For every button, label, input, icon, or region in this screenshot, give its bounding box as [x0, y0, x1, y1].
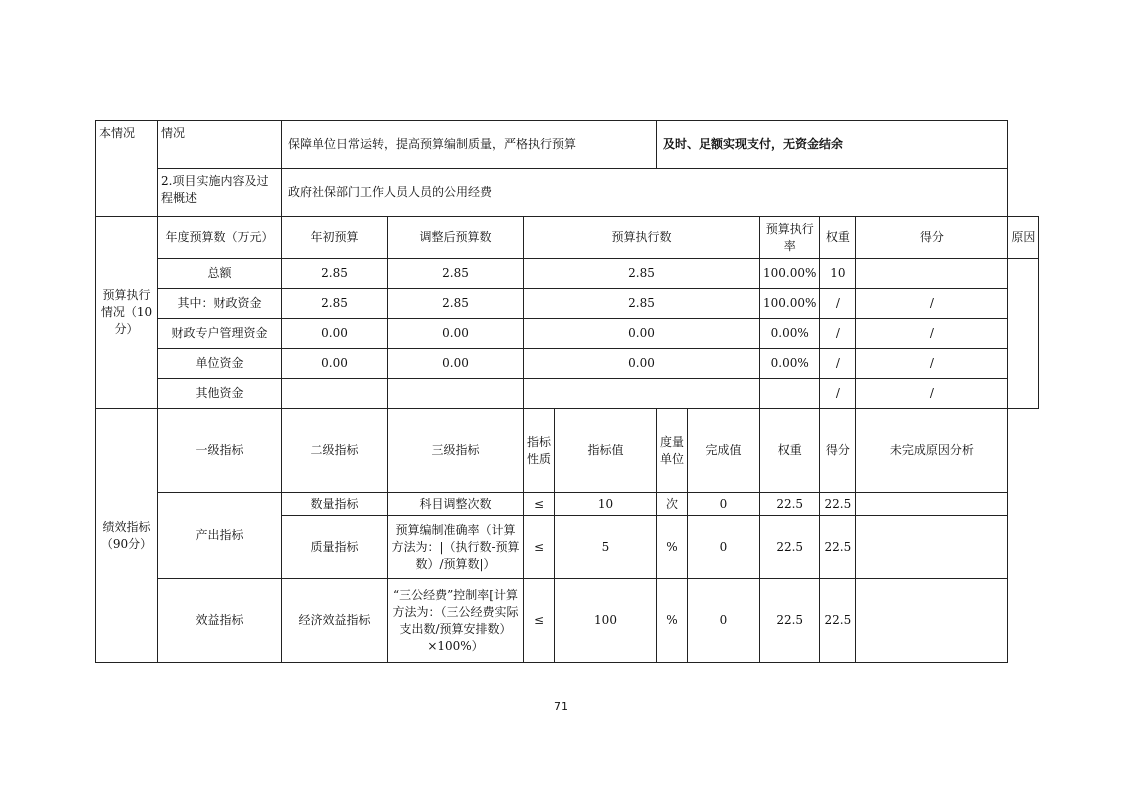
budget-row-executed: 2.85 — [524, 289, 760, 319]
perf-row-reason — [856, 516, 1008, 579]
budget-row-initial: 0.00 — [282, 319, 388, 349]
budget-row-initial: 0.00 — [282, 349, 388, 379]
budget-row-rate: 100.00% — [760, 259, 820, 289]
budget-row — [96, 319, 1039, 349]
performance-section-label: 绩效指标（90分） — [96, 409, 158, 663]
budget-row-weight: / — [820, 349, 856, 379]
budget-reason-cell — [1008, 259, 1039, 409]
perf-header-nature: 指标性质 — [524, 409, 555, 493]
perf-header-level1: 一级指标 — [158, 409, 282, 493]
budget-row — [96, 349, 1039, 379]
budget-row-executed: 0.00 — [524, 319, 760, 349]
budget-header-rate: 预算执行率 — [760, 217, 820, 259]
budget-row-name: 其他资金 — [158, 379, 282, 409]
perf-header-weight: 权重 — [760, 409, 820, 493]
perf-header-actual: 完成值 — [688, 409, 760, 493]
budget-row-name: 其中：财政资金 — [158, 289, 282, 319]
budget-row-executed: 0.00 — [524, 349, 760, 379]
basic-info-goal: 保障单位日常运转，提高预算编制质量，严格执行预算 — [282, 121, 657, 169]
budget-row-name: 单位资金 — [158, 349, 282, 379]
budget-row-adjusted: 0.00 — [388, 349, 524, 379]
perf-row-actual: 0 — [688, 493, 760, 516]
perf-header-level2: 二级指标 — [282, 409, 388, 493]
perf-row-score: 22.5 — [820, 579, 856, 663]
budget-row-adjusted: 2.85 — [388, 289, 524, 319]
page-number: 71 — [554, 700, 568, 713]
basic-info-section-label: 本情况 — [96, 121, 158, 217]
budget-header-initial: 年初预算 — [282, 217, 388, 259]
perf-row-score: 22.5 — [820, 493, 856, 516]
budget-row-score: / — [856, 349, 1008, 379]
budget-row-weight: / — [820, 289, 856, 319]
perf-output-label: 产出指标 — [158, 493, 282, 579]
budget-header-annual: 年度预算数（万元） — [158, 217, 282, 259]
budget-row-initial: 2.85 — [282, 259, 388, 289]
perf-row-target: 10 — [555, 493, 657, 516]
budget-header-score: 得分 — [856, 217, 1008, 259]
budget-section-label: 预算执行情况（10分） — [96, 217, 158, 409]
perf-header-level3: 三级指标 — [388, 409, 524, 493]
perf-row-unit: % — [657, 516, 688, 579]
basic-info-row1-label: 情况 — [158, 121, 282, 169]
perf-row-weight: 22.5 — [760, 579, 820, 663]
perf-row-reason — [856, 579, 1008, 663]
budget-row-name: 财政专户管理资金 — [158, 319, 282, 349]
budget-row — [96, 259, 1039, 289]
budget-row-rate: 0.00% — [760, 319, 820, 349]
budget-row-score: / — [856, 289, 1008, 319]
perf-row-unit: % — [657, 579, 688, 663]
budget-header-weight: 权重 — [820, 217, 856, 259]
perf-row — [96, 579, 1039, 663]
perf-row-level3: 预算编制准确率（计算方法为：|（执行数-预算数）/预算数|） — [388, 516, 524, 579]
perf-row-level3: “三公经费”控制率[计算方法为：（三公经费实际支出数/预算安排数）×100%） — [388, 579, 524, 663]
budget-row-score — [856, 259, 1008, 289]
budget-row-adjusted — [388, 379, 524, 409]
perf-row-unit: 次 — [657, 493, 688, 516]
perf-row-reason — [856, 493, 1008, 516]
budget-row — [96, 379, 1039, 409]
basic-info-result: 及时、足额实现支付，无资金结余 — [657, 121, 1008, 169]
basic-info-row2-label: 2.项目实施内容及过程概述 — [158, 169, 282, 217]
budget-row-initial — [282, 379, 388, 409]
perf-row-level2: 数量指标 — [282, 493, 388, 516]
perf-header-unit: 度量单位 — [657, 409, 688, 493]
basic-info-content: 政府社保部门工作人员人员的公用经费 — [282, 169, 1008, 217]
budget-row-name: 总额 — [158, 259, 282, 289]
perf-header-score: 得分 — [820, 409, 856, 493]
perf-row-score: 22.5 — [820, 516, 856, 579]
budget-row-rate: 100.00% — [760, 289, 820, 319]
budget-row-executed — [524, 379, 760, 409]
perf-row-nature: ≤ — [524, 493, 555, 516]
perf-row-level2: 经济效益指标 — [282, 579, 388, 663]
perf-benefit-label: 效益指标 — [158, 579, 282, 663]
budget-row-score: / — [856, 379, 1008, 409]
budget-header-reason: 原因 — [1008, 217, 1039, 259]
budget-row-rate — [760, 379, 820, 409]
perf-row-weight: 22.5 — [760, 516, 820, 579]
perf-row-weight: 22.5 — [760, 493, 820, 516]
perf-row-target: 5 — [555, 516, 657, 579]
performance-evaluation-table — [95, 120, 1039, 663]
budget-row-weight: / — [820, 319, 856, 349]
budget-row-initial: 2.85 — [282, 289, 388, 319]
perf-row-actual: 0 — [688, 579, 760, 663]
perf-row-target: 100 — [555, 579, 657, 663]
budget-header-adjusted: 调整后预算数 — [388, 217, 524, 259]
perf-row-level3: 科目调整次数 — [388, 493, 524, 516]
budget-row-adjusted: 0.00 — [388, 319, 524, 349]
perf-row-nature: ≤ — [524, 579, 555, 663]
budget-row-executed: 2.85 — [524, 259, 760, 289]
perf-row-actual: 0 — [688, 516, 760, 579]
perf-header-reason: 未完成原因分析 — [856, 409, 1008, 493]
budget-row — [96, 289, 1039, 319]
perf-row — [96, 493, 1039, 516]
budget-row-score: / — [856, 319, 1008, 349]
budget-row-weight: 10 — [820, 259, 856, 289]
perf-header-target: 指标值 — [555, 409, 657, 493]
perf-row-nature: ≤ — [524, 516, 555, 579]
budget-row-rate: 0.00% — [760, 349, 820, 379]
budget-header-executed: 预算执行数 — [524, 217, 760, 259]
budget-row-weight: / — [820, 379, 856, 409]
budget-row-adjusted: 2.85 — [388, 259, 524, 289]
perf-row-level2: 质量指标 — [282, 516, 388, 579]
